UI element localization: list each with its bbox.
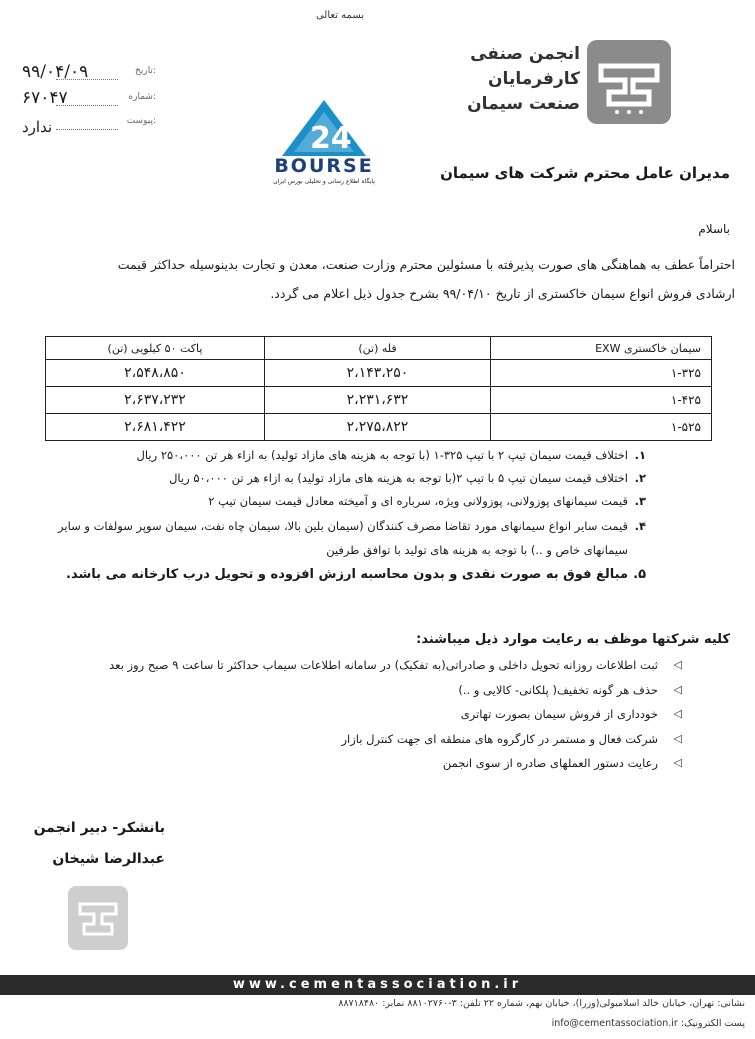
- obligation-text: شرکت فعال و مستمر در کارگروه های منطقه ای جهت کنترل بازار: [341, 731, 658, 746]
- checkmark-icon: ◁: [673, 731, 682, 745]
- table-row: [46, 360, 712, 387]
- number-value: ۶۷۰۴۷: [22, 88, 68, 108]
- note-item: [20, 445, 646, 465]
- greeting: باسلام: [698, 222, 730, 236]
- note-item: [20, 565, 646, 585]
- intro-paragraph: [18, 250, 735, 308]
- date-value: ۹۹/۰۴/۰۹: [22, 62, 89, 82]
- obligation-item: [30, 704, 682, 728]
- note-number: ۲.: [634, 471, 646, 485]
- note-item: [20, 491, 646, 511]
- attachment-value: ندارد: [22, 118, 53, 136]
- cement-type-cell: ۱-۳۲۵: [491, 360, 712, 387]
- obligation-item: [30, 655, 682, 679]
- obligation-text: ثبت اطلاعات روزانه تحویل داخلی و صادراتی(به تفکیک) در سامانه اطلاعات سیماب حداکثر تا ساعت ۹ صبح روز بعد: [109, 658, 658, 672]
- checkmark-icon: ◁: [673, 658, 682, 671]
- signer-title: بانشکر- دبیر انجمن: [33, 820, 165, 836]
- packed-price-cell: ۲،۵۴۸،۸۵۰: [46, 360, 265, 387]
- note-number: ۱.: [634, 448, 646, 462]
- note-text: قیمت سایر انواع سیمانهای مورد تقاضا مصرف کنندگان (سیمان بلین بالا، سیمان چاه نفت، سیمان سوپر سولفات و سایر سیمانهای خاص و ..) با توجه به هزینه های تولید با توافق طرفین: [58, 519, 628, 557]
- bismillah-heading: بسمه تعالی: [315, 10, 365, 21]
- association-name-line: صنعت سیمان: [467, 94, 580, 114]
- packed-price-cell: ۲،۶۸۱،۴۲۲: [46, 414, 265, 441]
- number-label: شماره:: [128, 92, 156, 102]
- note-item: [20, 468, 646, 488]
- attachment-line: [56, 129, 118, 130]
- intro-line: ارشادی فروش انواع سیمان خاکستری از تاریخ ۹۹/۰۴/۱۰ بشرح جدول ذیل اعلام می گردد.: [270, 286, 735, 301]
- recipient-heading: مدیران عامل محترم شرکت های سیمان: [440, 164, 730, 182]
- footer-website: www.cementassociation.ir: [232, 977, 523, 992]
- obligation-text: خودداری از فروش سیمان بصورت تهاتری: [460, 707, 658, 721]
- intro-line: احتراماً عطف به هماهنگی های صورت پذیرفته با مسئولین محترم وزارت صنعت، معدن و تجارت بدینوسیله حداکثر قیمت: [117, 257, 735, 272]
- obligation-item: [30, 729, 682, 753]
- bourse-logo-subtitle: پایگاه اطلاع رسانی و تحلیلی بورس ایران: [273, 178, 375, 185]
- note-text: اختلاف قیمت سیمان تیپ ۲ با تیپ ۳۲۵-۱ (با توجه به هزینه های مازاد تولید) به ازاء هر تن ۲۵۰،۰۰۰ ریال: [136, 448, 628, 462]
- note-text: اختلاف قیمت سیمان تیپ ۵ با تیپ ۲(با توجه به هزینه های مازاد تولید) به ازاء هر تن ۵۰،۰۰۰ ریال: [169, 471, 628, 485]
- attachment-label: پیوست:: [126, 116, 156, 126]
- table-row: [46, 387, 712, 414]
- obligation-text: حذف هر گونه تخفیف( پلکانی- کالایی و ..): [458, 682, 658, 697]
- bourse-logo-text: BOURSE: [274, 155, 374, 177]
- note-item: [20, 514, 646, 562]
- note-number: ۳.: [634, 494, 646, 508]
- note-text: مبالغ فوق به صورت نقدی و بدون محاسبه ارزش افزوده و تحویل درب کارخانه می باشد.: [66, 567, 628, 582]
- table-row: [46, 414, 712, 441]
- note-text: قیمت سیمانهای پوزولانی، پوزولانی ویژه، سرباره ای و آمیخته معادل قیمت سیمان تیپ ۲: [208, 494, 628, 508]
- bulk-price-cell: ۲،۲۳۱،۶۳۲: [265, 387, 491, 414]
- bulk-price-cell: ۲،۱۴۳،۲۵۰: [265, 360, 491, 387]
- association-logo-icon: [587, 40, 671, 124]
- date-row: [8, 64, 158, 82]
- svg-text:24: 24: [310, 121, 352, 156]
- date-label: تاریخ:: [135, 66, 156, 76]
- column-header-bulk: فله (تن): [265, 337, 491, 360]
- obligation-item: [30, 753, 682, 777]
- table-header-row: [46, 337, 712, 360]
- obligation-text: رعایت دستور العملهای صادره از سوی انجمن: [442, 756, 658, 770]
- cement-type-cell: ۱-۵۲۵: [491, 414, 712, 441]
- note-number: ۴.: [634, 519, 646, 533]
- packed-price-cell: ۲،۶۳۷،۲۳۲: [46, 387, 265, 414]
- cement-type-cell: ۱-۴۲۵: [491, 387, 712, 414]
- obligations-list: [30, 655, 682, 778]
- attachment-row: [8, 114, 158, 136]
- footer-email: پست الکترونیک: info@cementassociation.ir: [551, 1018, 745, 1029]
- note-number: ۵.: [633, 567, 646, 582]
- association-name: [440, 42, 580, 117]
- number-row: [8, 90, 158, 108]
- bulk-price-cell: ۲،۲۷۵،۸۲۲: [265, 414, 491, 441]
- checkmark-icon: ◁: [673, 756, 682, 769]
- footer-address: نشانی: تهران، خیابان خالد اسلامبولی(وزرا)، خیابان نهم، شماره ۲۲ تلفن: ۳-۸۸۱۰۲۷۶۰ نمابر: ۸۸۷۱۸۴۸۰: [338, 998, 745, 1009]
- association-name-line: کارفرمایان: [488, 69, 580, 89]
- checkmark-icon: ◁: [673, 707, 682, 720]
- notes-list: [20, 445, 646, 588]
- obligations-title: کلیه شرکتها موظف به رعایت موارد ذیل میباشند:: [416, 632, 730, 647]
- price-table: [45, 336, 712, 441]
- association-name-line: انجمن صنفی: [470, 44, 580, 64]
- obligation-item: [30, 680, 682, 704]
- stamp-icon: [64, 878, 132, 958]
- checkmark-icon: ◁: [673, 682, 682, 696]
- signer-name: عبدالرضا شیخان: [52, 851, 165, 867]
- column-header-packed: پاکت ۵۰ کیلویی (تن): [46, 337, 265, 360]
- column-header-type: سیمان خاکستری EXW: [491, 337, 712, 360]
